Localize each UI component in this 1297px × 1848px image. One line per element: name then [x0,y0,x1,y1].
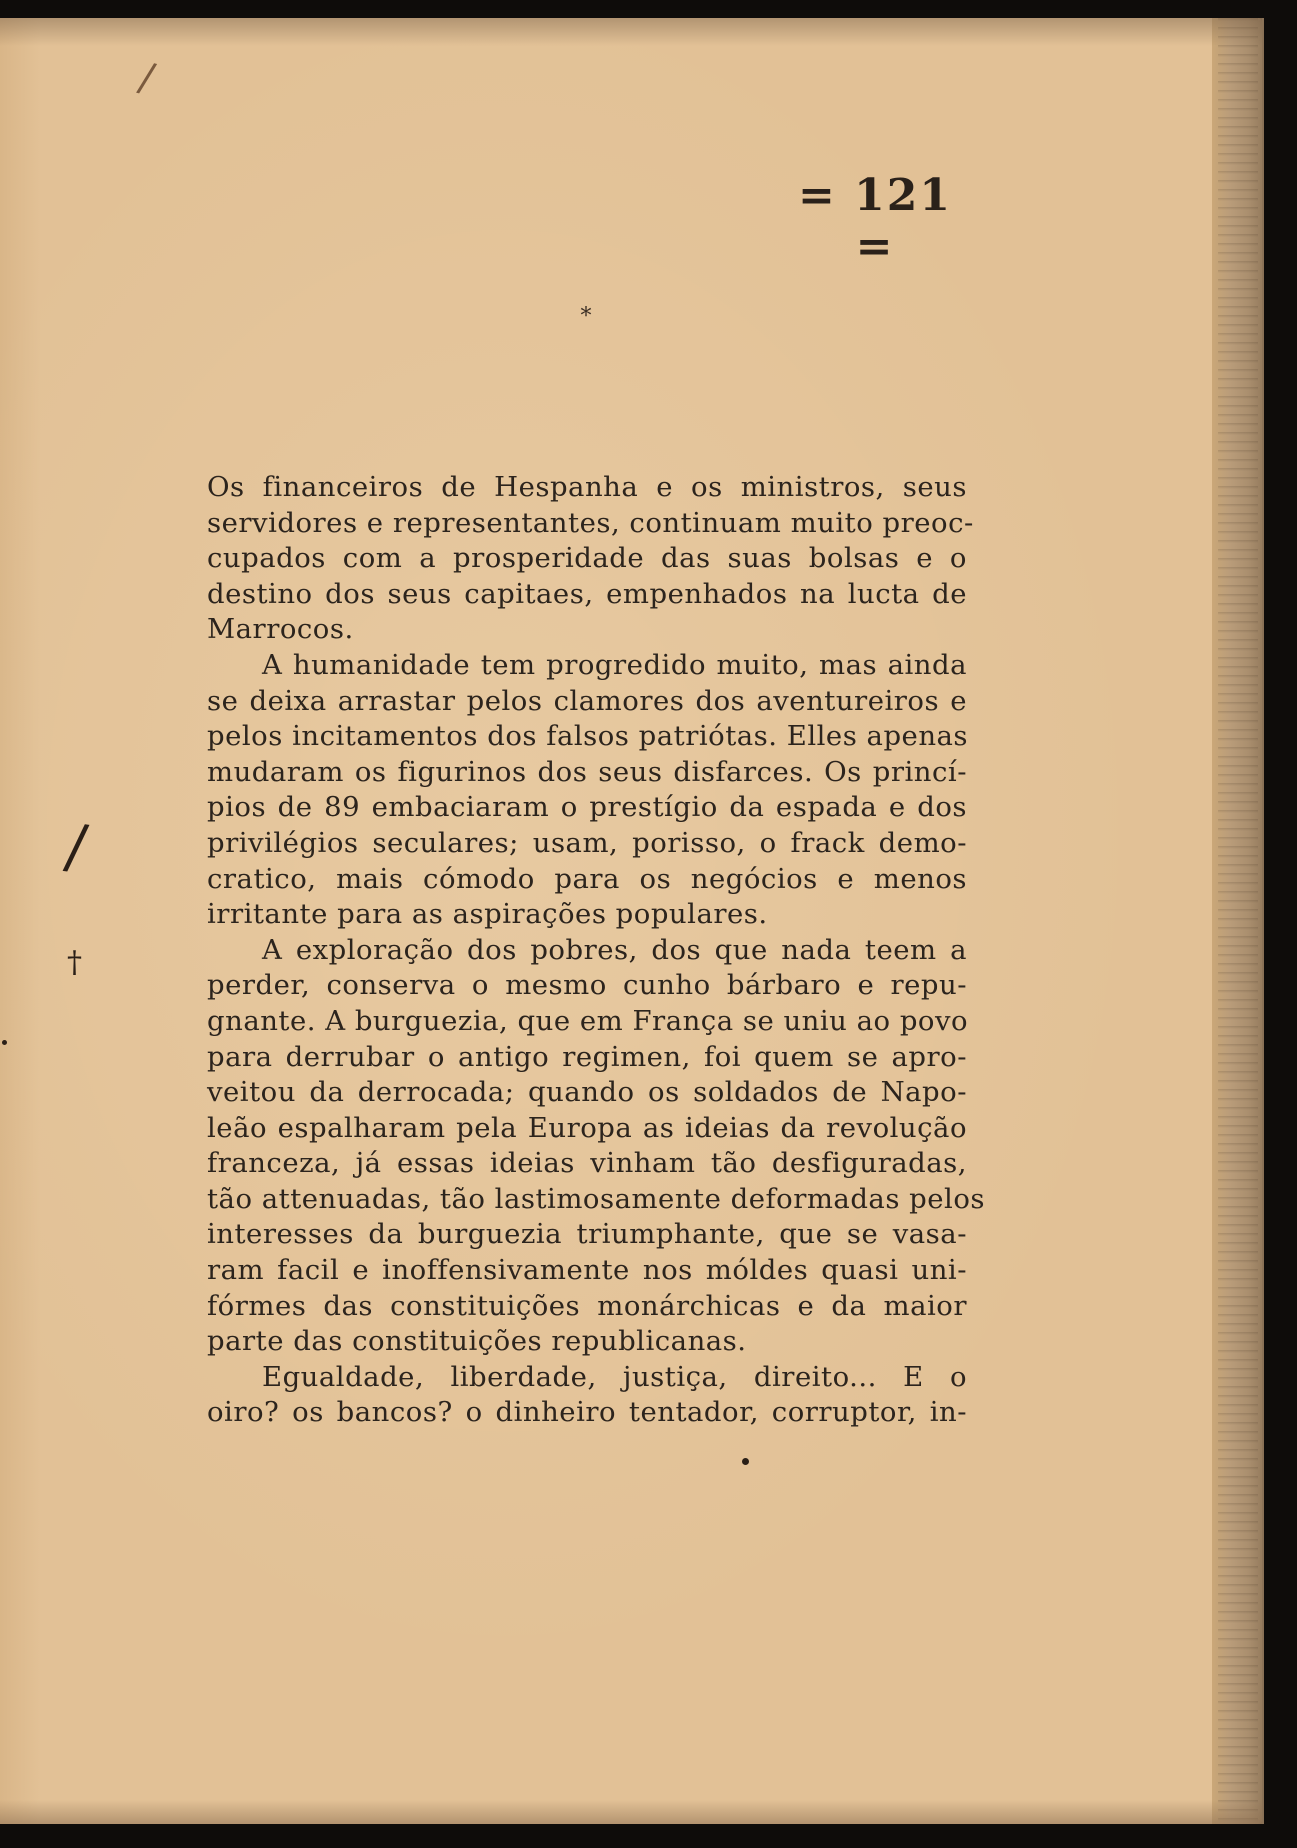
section-ornament: * [580,304,592,329]
text-line: pios de 89 embaciaram o prestígio da espada e dos [207,791,967,824]
ink-dot-icon [742,1458,749,1465]
text-line: se deixa arrastar pelos clamores dos aventureiros e [207,684,967,717]
text-line: privilégios seculares; usam, porisso, o frack demo- [207,826,967,859]
text-line: perder, conserva o mesmo cunho bárbaro e repu- [207,969,967,1002]
margin-slash-mark-icon: / [61,810,91,884]
text-line: fórmes das constituições monárchicas e da maior [207,1289,967,1322]
text-line: A exploração dos pobres, dos que nada teem a [262,933,967,966]
top-edge-shadow [0,18,1262,46]
bottom-edge-shadow [0,1800,1262,1824]
text-line: parte das constituições republicanas. [207,1325,747,1358]
text-line: irritante para as aspirações populares. [207,898,768,931]
text-line: oiro? os bancos? o dinheiro tentador, corruptor, in- [207,1396,967,1429]
text-line: gnante. A burguezia, que em França se uniu ao povo [207,1004,969,1037]
page-edge-texture [1218,18,1258,1824]
text-line: Marrocos. [207,613,354,646]
text-line: pelos incitamentos dos falsos patriótas. Elles apenas [207,720,969,753]
margin-dagger-mark-icon: † [67,945,82,980]
body-text [207,470,986,1431]
text-line: leão espalharam pela Europa as ideias da revolução [207,1111,967,1144]
text-line: veitou da derrocada; quando os soldados de Napo- [207,1076,967,1109]
page-number: = 121 = [797,170,953,272]
text-line: mudaram os figurinos dos seus disfarces. Os princí- [207,755,967,788]
text-line: Os financeiros de Hespanha e os ministros, seus [207,471,967,503]
text-line: tão attenuadas, tão lastimosamente deformadas pelos [207,1182,986,1215]
text-line: destino dos seus capitaes, empenhados na lucta de [207,577,967,610]
text-line: franceza, já essas ideias vinham tão desfiguradas, [207,1147,967,1180]
text-line: cupados com a prosperidade das suas bolsas e o [207,542,967,575]
text-line: Egualdade, liberdade, justiça, direito... E o [262,1360,967,1393]
pencil-tick-icon: / [134,54,159,102]
text-line: ram facil e inoffensivamente nos móldes quasi uni- [207,1254,967,1287]
ink-speck-icon [2,1040,7,1045]
text-line: A humanidade tem progredido muito, mas ainda [262,648,967,681]
text-line: cratico, mais cómodo para os negócios e menos [207,862,967,895]
text-line: para derrubar o antigo regimen, foi quem se apro- [207,1040,967,1073]
text-line: interesses da burguezia triumphante, que se vasa- [207,1218,967,1251]
text-line: servidores e representantes, continuam muito preoc- [207,506,974,539]
